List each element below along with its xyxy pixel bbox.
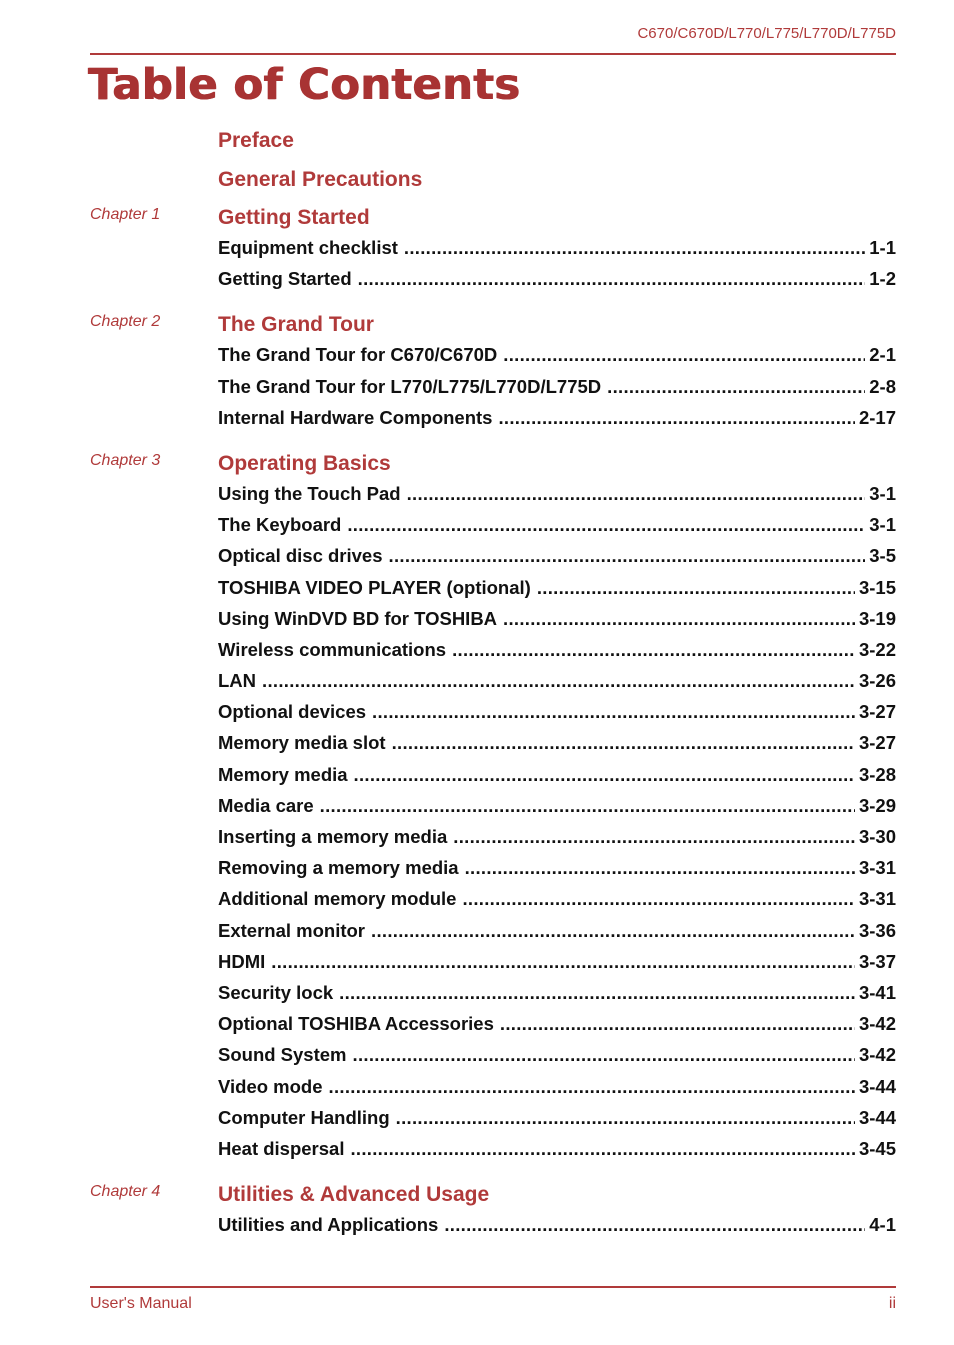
footer-manual-name: User's Manual xyxy=(90,1295,192,1312)
dot-leader xyxy=(329,1071,855,1102)
toc-entry[interactable] xyxy=(218,371,896,402)
toc-entry-page: 3-31 xyxy=(858,888,896,910)
toc-entry-page: 2-1 xyxy=(869,344,896,366)
toc-link-preface[interactable]: Preface xyxy=(218,129,294,152)
dot-leader xyxy=(503,339,865,370)
dot-leader xyxy=(453,821,855,852)
dot-leader xyxy=(407,478,866,509)
toc-entry[interactable] xyxy=(218,509,896,540)
toc-entry-title: HDMI xyxy=(218,950,266,972)
toc-entry-page: 3-26 xyxy=(858,670,896,692)
toc-entry[interactable] xyxy=(218,696,896,727)
toc-entry-page: 3-1 xyxy=(869,482,896,504)
toc-entry-page: 3-22 xyxy=(858,638,896,660)
toc-link-general-precautions[interactable]: General Precautions xyxy=(218,167,423,191)
dot-leader xyxy=(339,977,855,1008)
dot-leader xyxy=(498,402,855,433)
toc-entry-title: LAN xyxy=(218,670,257,692)
toc-entry-page: 4-1 xyxy=(869,1214,896,1236)
toc-entry[interactable] xyxy=(218,603,896,634)
model-header: C670/C670D/L770/L775/L770D/L775D xyxy=(637,25,896,42)
toc-entry[interactable] xyxy=(218,790,896,821)
toc-entry-title: Inserting a memory media xyxy=(218,826,448,847)
dot-leader xyxy=(350,1133,854,1164)
dot-leader xyxy=(271,946,855,977)
toc-entry[interactable] xyxy=(218,727,896,758)
chapter-section xyxy=(0,1178,954,1240)
dot-leader xyxy=(354,759,855,790)
chapter-section xyxy=(0,308,954,433)
toc-entry-title: Using the Touch Pad xyxy=(218,482,401,504)
toc-entry-title: Wireless communications xyxy=(218,638,447,660)
chapter-label: Chapter 2 xyxy=(90,313,161,331)
toc-entry-title: The Grand Tour for L770/L775/L770D/L775D xyxy=(218,375,602,397)
dot-leader xyxy=(347,509,865,540)
chapter-title-link[interactable]: Operating Basics xyxy=(218,451,391,475)
toc-entry-title: Memory media slot xyxy=(218,732,386,754)
table-of-contents xyxy=(0,124,954,1254)
toc-entry[interactable] xyxy=(218,852,896,883)
toc-entry-title: Optical disc drives xyxy=(218,545,383,567)
dot-leader xyxy=(462,883,855,914)
toc-entry[interactable] xyxy=(218,1039,896,1070)
toc-entry-title: Memory media xyxy=(218,763,348,785)
toc-entry-page: 3-42 xyxy=(858,1013,896,1035)
chapter-section xyxy=(0,201,954,294)
dot-leader xyxy=(500,1008,855,1039)
dot-leader xyxy=(452,634,855,665)
toc-entry-title: Computer Handling xyxy=(218,1106,390,1128)
toc-entry-title: Internal Hardware Components xyxy=(218,406,493,428)
toc-entry-title: Removing a memory media xyxy=(218,857,459,879)
toc-entry-title: Getting Started xyxy=(218,268,352,290)
toc-entry-title: Utilities and Applications xyxy=(218,1214,439,1236)
dot-leader xyxy=(372,696,855,727)
toc-entry-title: Media care xyxy=(218,794,314,816)
toc-entry-title: Video mode xyxy=(218,1075,323,1097)
toc-entry[interactable] xyxy=(218,946,896,977)
toc-entry-page: 3-42 xyxy=(858,1044,896,1066)
toc-entry-page: 3-27 xyxy=(858,701,896,723)
chapter-label: Chapter 3 xyxy=(90,451,161,469)
dot-leader xyxy=(371,915,855,946)
toc-entry[interactable] xyxy=(218,1008,896,1039)
toc-entry[interactable] xyxy=(218,263,896,294)
dot-leader xyxy=(444,1209,865,1240)
dot-leader xyxy=(392,727,855,758)
chapter-list xyxy=(0,201,954,1240)
toc-entry-page: 3-30 xyxy=(858,826,896,847)
toc-entry-page: 3-31 xyxy=(858,857,896,879)
chapter-label: Chapter 1 xyxy=(90,206,161,223)
toc-entry[interactable] xyxy=(218,915,896,946)
toc-entry-page: 1-1 xyxy=(869,237,896,258)
toc-entry-page: 3-44 xyxy=(858,1106,896,1128)
toc-entry-title: Security lock xyxy=(218,981,334,1003)
dot-leader xyxy=(320,790,855,821)
toc-entry[interactable] xyxy=(218,821,896,852)
toc-entry-title: Equipment checklist xyxy=(218,237,398,258)
toc-entry-title: Optional devices xyxy=(218,701,367,723)
toc-entry[interactable] xyxy=(218,572,896,603)
dot-leader xyxy=(465,852,855,883)
toc-entry-title: Sound System xyxy=(218,1044,347,1066)
page-number: ii xyxy=(888,1295,896,1312)
toc-entry[interactable] xyxy=(218,540,896,571)
toc-entry-page: 3-15 xyxy=(858,576,896,598)
toc-entry[interactable] xyxy=(218,759,896,790)
header-rule xyxy=(90,53,896,55)
chapter-title-link[interactable]: The Grand Tour xyxy=(218,313,374,337)
toc-entry[interactable] xyxy=(218,1102,896,1133)
dot-leader xyxy=(396,1102,855,1133)
toc-entry[interactable] xyxy=(218,634,896,665)
dot-leader xyxy=(404,232,865,263)
toc-entry-page: 3-19 xyxy=(858,607,896,629)
toc-entry-page: 2-8 xyxy=(869,375,896,397)
toc-entry-title: Heat dispersal xyxy=(218,1137,345,1159)
toc-entry-page: 3-36 xyxy=(858,919,896,941)
toc-entry-title: The Keyboard xyxy=(218,514,342,536)
toc-entry-page: 3-27 xyxy=(858,732,896,754)
footer-rule xyxy=(90,1286,896,1288)
toc-entry-page: 3-45 xyxy=(858,1137,896,1159)
toc-entry-page: 3-41 xyxy=(858,981,896,1003)
toc-entry[interactable] xyxy=(218,883,896,914)
toc-entry[interactable] xyxy=(218,1209,896,1240)
dot-leader xyxy=(353,1039,855,1070)
dot-leader xyxy=(262,665,855,696)
toc-entry-page: 3-37 xyxy=(858,950,896,972)
dot-leader xyxy=(537,572,855,603)
toc-entry[interactable] xyxy=(218,402,896,433)
toc-entry-page: 3-5 xyxy=(869,545,896,567)
chapter-title-link[interactable]: Getting Started xyxy=(218,206,370,229)
toc-entry-title: Additional memory module xyxy=(218,888,457,910)
toc-entry[interactable] xyxy=(218,977,896,1008)
toc-entry-page: 1-2 xyxy=(869,268,896,290)
chapter-section xyxy=(0,447,954,1164)
toc-entry-page: 3-44 xyxy=(858,1075,896,1097)
toc-entry-page: 3-28 xyxy=(858,763,896,785)
chapter-title-link[interactable]: Utilities & Advanced Usage xyxy=(218,1183,490,1207)
toc-entry-page: 3-29 xyxy=(858,794,896,816)
toc-entry-title: The Grand Tour for C670/C670D xyxy=(218,344,498,366)
toc-entry-page: 2-17 xyxy=(858,406,896,428)
dot-leader xyxy=(503,603,855,634)
dot-leader xyxy=(389,540,866,571)
toc-entry-title: Using WinDVD BD for TOSHIBA xyxy=(218,607,498,629)
toc-entry-page: 3-1 xyxy=(869,514,896,536)
page-title: Table of Contents xyxy=(88,60,521,110)
toc-entry-title: TOSHIBA VIDEO PLAYER (optional) xyxy=(218,576,531,598)
toc-entry[interactable] xyxy=(218,339,896,370)
toc-entry[interactable] xyxy=(218,478,896,509)
dot-leader xyxy=(607,371,865,402)
toc-entry-title: Optional TOSHIBA Accessories xyxy=(218,1013,494,1035)
toc-entry[interactable] xyxy=(218,1133,896,1164)
toc-entry-title: External monitor xyxy=(218,919,365,941)
toc-entry[interactable] xyxy=(218,665,896,696)
chapter-label: Chapter 4 xyxy=(90,1183,161,1201)
toc-entry[interactable] xyxy=(218,1071,896,1102)
dot-leader xyxy=(358,263,866,294)
toc-entry[interactable] xyxy=(218,232,896,263)
